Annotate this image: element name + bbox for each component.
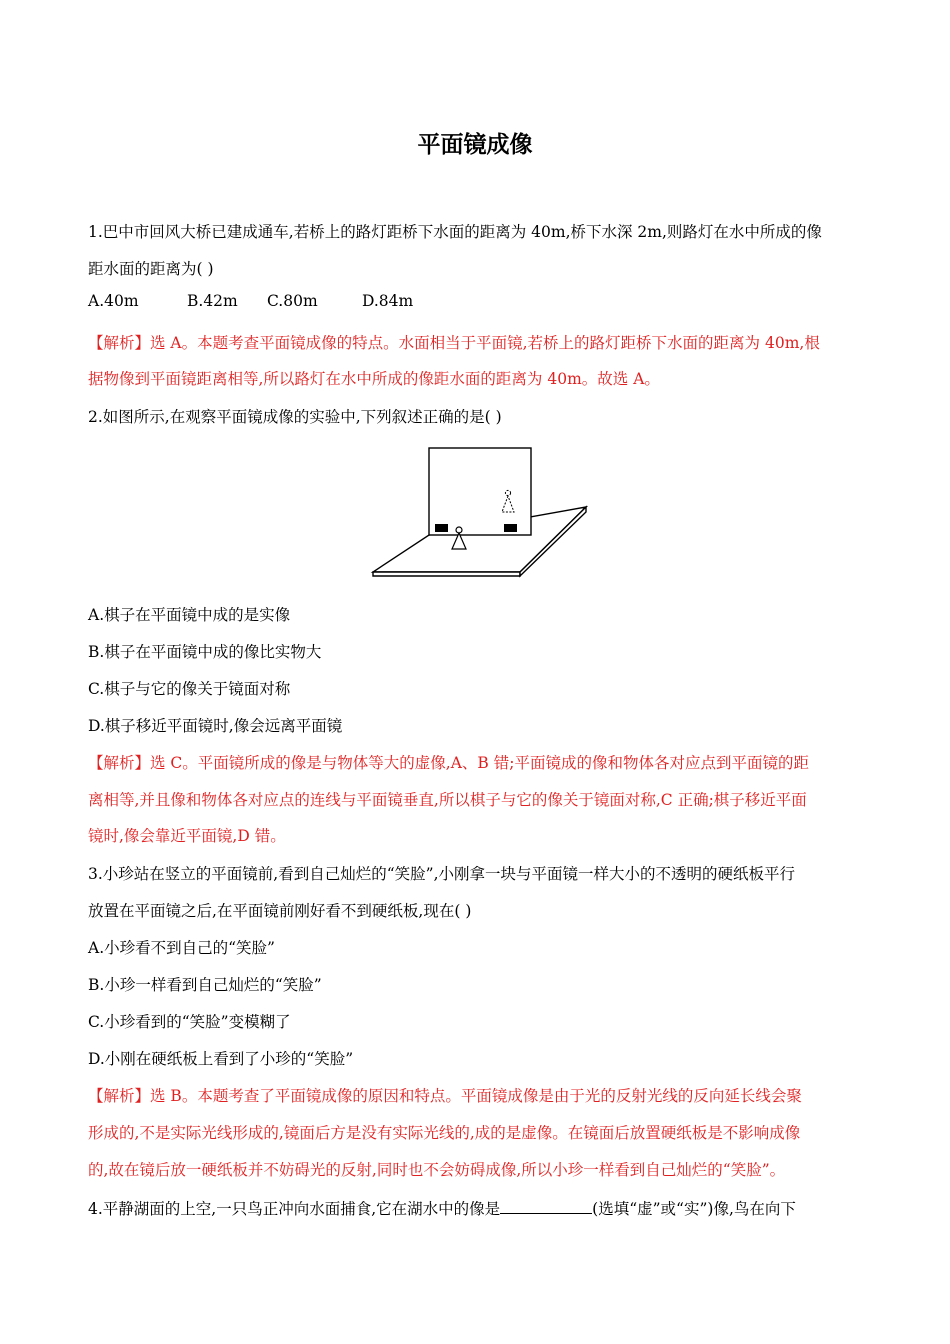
board-front — [373, 572, 520, 576]
q1-option-a: A.40m — [88, 292, 139, 310]
q1-stem-line1: 1.巴中市回风大桥已建成通车,若桥上的路灯距桥下水面的距离为 40m,桥下水深 2m,则路灯在水中所成的像 — [88, 223, 822, 241]
q3-option-d: D.小刚在硬纸板上看到了小珍的“笑脸” — [88, 1050, 354, 1068]
q3-option-c: C.小珍看到的“笑脸”变模糊了 — [88, 1013, 291, 1031]
q2-analysis-line3: 镜时,像会靠近平面镜,D 错。 — [88, 827, 286, 845]
q3-stem-line1: 3.小珍站在竖立的平面镜前,看到自己灿烂的“笑脸”,小刚拿一块与平面镜一样大小的不透明的硬纸板平行 — [88, 865, 795, 883]
plane-mirror — [429, 448, 531, 535]
mirror-experiment-figure — [370, 444, 588, 578]
q4-stem — [88, 1197, 796, 1219]
q2-option-a: A.棋子在平面镜中成的是实像 — [88, 606, 291, 624]
q3-stem-line2: 放置在平面镜之后,在平面镜前刚好看不到硬纸板,现在( ) — [88, 902, 472, 920]
q2-stem: 2.如图所示,在观察平面镜成像的实验中,下列叙述正确的是( ) — [88, 408, 502, 426]
q1-option-b: B.42m — [187, 292, 238, 310]
q1-option-c: C.80m — [267, 292, 318, 310]
q4-answer-blank — [500, 1197, 592, 1214]
q2-analysis-line2: 离相等,并且像和物体各对应点的连线与平面镜垂直,所以棋子与它的像关于镜面对称,C 正确;棋子移近平面 — [88, 791, 807, 809]
q4-text-before-blank: 4.平静湖面的上空,一只鸟正冲向水面捕食,它在湖水中的像是 — [88, 1200, 501, 1218]
q4-text-after-blank: (选填“虚”或“实”)像,鸟在向下 — [592, 1200, 796, 1218]
q1-options — [88, 291, 413, 311]
block-right — [504, 524, 517, 532]
q2-analysis-line1: 【解析】选 C。平面镜所成的像是与物体等大的虚像,A、B 错;平面镜成的像和物体各对应点到平面镜的距 — [88, 754, 809, 772]
page-title: 平面镜成像 — [417, 132, 533, 158]
q3-analysis-line1: 【解析】选 B。本题考查了平面镜成像的原因和特点。平面镜成像是由于光的反射光线的反向延长线会聚 — [88, 1087, 802, 1105]
q3-option-b: B.小珍一样看到自己灿烂的“笑脸” — [88, 976, 322, 994]
q3-analysis-line2: 形成的,不是实际光线形成的,镜面后方是没有实际光线的,成的是虚像。在镜面后放置硬纸板是不影响成像 — [88, 1124, 801, 1142]
block-left — [435, 524, 448, 532]
q2-option-c: C.棋子与它的像关于镜面对称 — [88, 680, 291, 698]
q1-stem-line2: 距水面的距离为( ) — [88, 260, 214, 278]
q1-option-d: D.84m — [362, 292, 414, 310]
q1-analysis-line2: 据物像到平面镜距离相等,所以路灯在水中所成的像距水面的距离为 40m。故选 A。 — [88, 370, 660, 388]
q3-analysis-line3: 的,故在镜后放一硬纸板并不妨碍光的反射,同时也不会妨碍成像,所以小珍一样看到自己灿烂的“笑脸”。 — [88, 1161, 786, 1179]
q1-analysis-line1: 【解析】选 A。本题考查平面镜成像的特点。水面相当于平面镜,若桥上的路灯距桥下水面的距离为 40m,根 — [88, 334, 820, 352]
q2-option-d: D.棋子移近平面镜时,像会远离平面镜 — [88, 717, 343, 735]
q2-option-b: B.棋子在平面镜中成的像比实物大 — [88, 643, 322, 661]
q3-option-a: A.小珍看不到自己的“笑脸” — [88, 939, 275, 957]
